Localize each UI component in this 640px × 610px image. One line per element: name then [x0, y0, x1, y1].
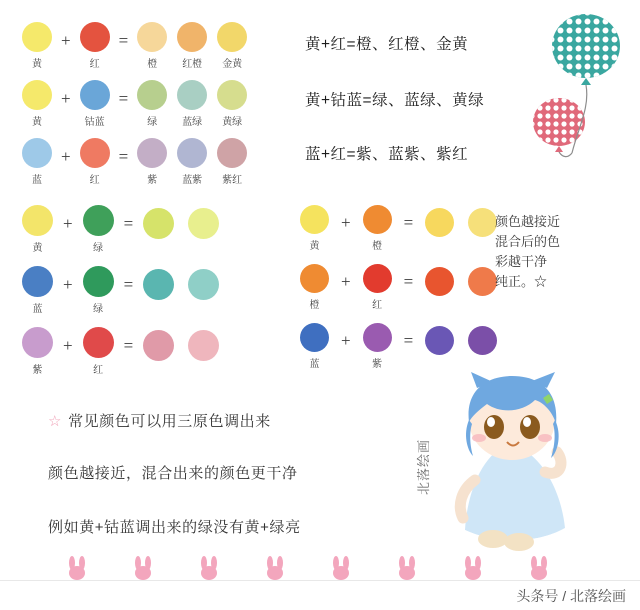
swatch-label: 橙: [372, 241, 383, 252]
color-swatch: [468, 208, 497, 237]
swatch-label: 黄: [309, 241, 320, 252]
equals-icon: =: [123, 214, 134, 233]
swatch-cell: [217, 138, 247, 186]
swatch-label: 紫: [32, 365, 43, 376]
color-swatch: [217, 22, 247, 52]
swatch-cell: [363, 205, 392, 252]
swatch-cell: [363, 323, 392, 370]
swatch-label: 钴蓝: [84, 117, 105, 128]
swatch-label: 橙: [147, 59, 158, 70]
color-swatch: [80, 22, 110, 52]
plus-icon: +: [341, 213, 351, 232]
bunny-icon: [462, 556, 484, 580]
swatch-cell: [137, 80, 167, 128]
plus-icon: +: [63, 336, 73, 355]
mixing-block-secondary-right: [300, 205, 497, 382]
swatch-cell: [143, 330, 174, 361]
swatch-cell: [80, 80, 110, 128]
bunny-icon: [396, 556, 418, 580]
color-swatch: [83, 266, 114, 297]
swatch-cell: [468, 267, 497, 296]
color-swatch: [143, 208, 174, 239]
equals-icon: =: [403, 272, 414, 291]
color-swatch: [188, 269, 219, 300]
swatch-cell: [83, 327, 114, 376]
swatch-label: 红橙: [182, 59, 203, 70]
swatch-cell: [143, 269, 174, 300]
color-swatch: [137, 138, 167, 168]
swatch-cell: [363, 264, 392, 311]
color-swatch: [300, 323, 329, 352]
swatch-cell: [188, 269, 219, 300]
swatch-cell: [217, 80, 247, 128]
swatch-label: 金黄: [222, 59, 243, 70]
swatch-cell: [143, 208, 174, 239]
mix-row: [22, 266, 219, 315]
swatch-cell: [425, 208, 454, 237]
color-swatch: [217, 80, 247, 110]
bunny-icon: [198, 556, 220, 580]
mix-row: [300, 323, 497, 370]
swatch-cell: [80, 138, 110, 186]
rule-text-blue-red: 蓝+红=紫、蓝紫、紫红: [305, 146, 469, 163]
swatch-label: 蓝紫: [182, 175, 203, 186]
swatch-cell: [22, 266, 53, 315]
swatch-cell: [300, 205, 329, 252]
swatch-label: 红: [89, 175, 100, 186]
color-swatch: [80, 80, 110, 110]
color-swatch: [363, 323, 392, 352]
swatch-label: 橙: [309, 300, 320, 311]
swatch-cell: [425, 326, 454, 355]
mix-row: [22, 138, 247, 186]
color-swatch: [143, 269, 174, 300]
color-swatch: [425, 208, 454, 237]
swatch-cell: [468, 326, 497, 355]
color-swatch: [217, 138, 247, 168]
rule-text-yellow-red: 黄+红=橙、红橙、金黄: [305, 36, 469, 53]
mixing-block-primary: [22, 22, 247, 196]
swatch-cell: [177, 138, 207, 186]
tip-line-1: [48, 410, 271, 431]
color-swatch: [363, 264, 392, 293]
footer-credit: 头条号 / 北落绘画: [516, 587, 626, 604]
color-swatch: [300, 205, 329, 234]
equals-icon: =: [123, 336, 134, 355]
balloons-illustration: [520, 8, 635, 173]
swatch-cell: [468, 208, 497, 237]
color-swatch: [300, 264, 329, 293]
bunny-divider: [0, 556, 640, 580]
swatch-cell: [22, 327, 53, 376]
swatch-cell: [22, 22, 52, 70]
swatch-label: 黄绿: [222, 117, 243, 128]
color-swatch: [425, 326, 454, 355]
tip-line-2: 颜色越接近，混合出来的颜色更干净: [48, 465, 298, 482]
swatch-label: 蓝: [309, 359, 320, 370]
equals-icon: =: [403, 331, 414, 350]
color-swatch: [177, 22, 207, 52]
equals-icon: =: [118, 88, 129, 108]
color-swatch: [363, 205, 392, 234]
artist-signature: 北落绘画: [416, 438, 431, 495]
swatch-cell: [137, 138, 167, 186]
plus-icon: +: [61, 146, 71, 166]
bunny-icon: [330, 556, 352, 580]
color-swatch: [22, 205, 53, 236]
color-swatch: [468, 326, 497, 355]
color-swatch: [22, 22, 52, 52]
plus-icon: +: [61, 30, 71, 50]
color-swatch: [83, 205, 114, 236]
mixing-block-secondary-left: [22, 205, 219, 388]
swatch-label: 绿: [147, 117, 158, 128]
color-swatch: [143, 330, 174, 361]
rule-text-yellow-blue: 黄+钴蓝=绿、蓝绿、黄绿: [305, 92, 485, 109]
color-swatch: [22, 80, 52, 110]
swatch-label: 蓝: [32, 175, 42, 186]
color-swatch: [22, 266, 53, 297]
swatch-label: 紫: [372, 359, 383, 370]
plus-icon: +: [63, 214, 73, 233]
equals-icon: =: [123, 275, 134, 294]
color-swatch: [177, 138, 207, 168]
swatch-cell: [177, 80, 207, 128]
swatch-label: 紫: [147, 175, 158, 186]
mix-row: [300, 205, 497, 252]
swatch-label: 黄: [32, 243, 43, 254]
swatch-cell: [188, 208, 219, 239]
swatch-cell: [22, 205, 53, 254]
swatch-label: 黄: [32, 59, 42, 70]
handwritten-note: [495, 212, 635, 293]
plus-icon: +: [63, 275, 73, 294]
equals-icon: =: [118, 146, 129, 166]
mix-row: [22, 205, 219, 254]
swatch-cell: [83, 205, 114, 254]
bunny-icon: [264, 556, 286, 580]
color-swatch: [177, 80, 207, 110]
note-line-1: 颜色越接近: [495, 214, 561, 229]
equals-icon: =: [118, 30, 129, 50]
swatch-label: 红: [93, 365, 104, 376]
bunny-icon: [132, 556, 154, 580]
color-swatch: [80, 138, 110, 168]
color-swatch: [468, 267, 497, 296]
footer-bar: [0, 580, 640, 610]
swatch-label: 黄: [32, 117, 42, 128]
color-swatch: [22, 327, 53, 358]
mix-row: [22, 327, 219, 376]
mix-row: [22, 22, 247, 70]
swatch-cell: [217, 22, 247, 70]
chibi-character-illustration: [415, 372, 605, 557]
note-line-3: 彩越干净: [495, 254, 548, 270]
note-line-4: 纯正。☆: [495, 274, 548, 290]
swatch-label: 红: [89, 59, 100, 70]
swatch-cell: [177, 22, 207, 70]
swatch-label: 红: [372, 300, 383, 311]
color-swatch: [188, 208, 219, 239]
mix-row: [22, 80, 247, 128]
plus-icon: +: [341, 331, 351, 350]
swatch-cell: [300, 323, 329, 370]
note-line-2: 混合后的色: [495, 234, 561, 250]
color-swatch: [137, 80, 167, 110]
star-icon: ☆: [48, 413, 63, 430]
color-swatch: [22, 138, 52, 168]
tip-line-3: 例如黄+钴蓝调出来的绿没有黄+绿亮: [48, 519, 301, 536]
swatch-label: 蓝: [32, 304, 43, 315]
swatch-label: 蓝绿: [182, 117, 203, 128]
swatch-label: 绿: [93, 304, 104, 315]
equals-icon: =: [403, 213, 414, 232]
color-swatch: [188, 330, 219, 361]
color-swatch: [83, 327, 114, 358]
plus-icon: +: [61, 88, 71, 108]
tip-text-1: 常见颜色可以用三原色调出来: [68, 413, 271, 430]
swatch-cell: [300, 264, 329, 311]
plus-icon: +: [341, 272, 351, 291]
bunny-icon: [66, 556, 88, 580]
swatch-label: 绿: [93, 243, 104, 254]
swatch-label: 紫红: [222, 175, 243, 186]
color-swatch: [425, 267, 454, 296]
swatch-cell: [80, 22, 110, 70]
swatch-cell: [137, 22, 167, 70]
swatch-cell: [83, 266, 114, 315]
color-swatch: [137, 22, 167, 52]
swatch-cell: [22, 80, 52, 128]
swatch-cell: [22, 138, 52, 186]
swatch-cell: [188, 330, 219, 361]
mix-row: [300, 264, 497, 311]
bunny-icon: [528, 556, 550, 580]
swatch-cell: [425, 267, 454, 296]
